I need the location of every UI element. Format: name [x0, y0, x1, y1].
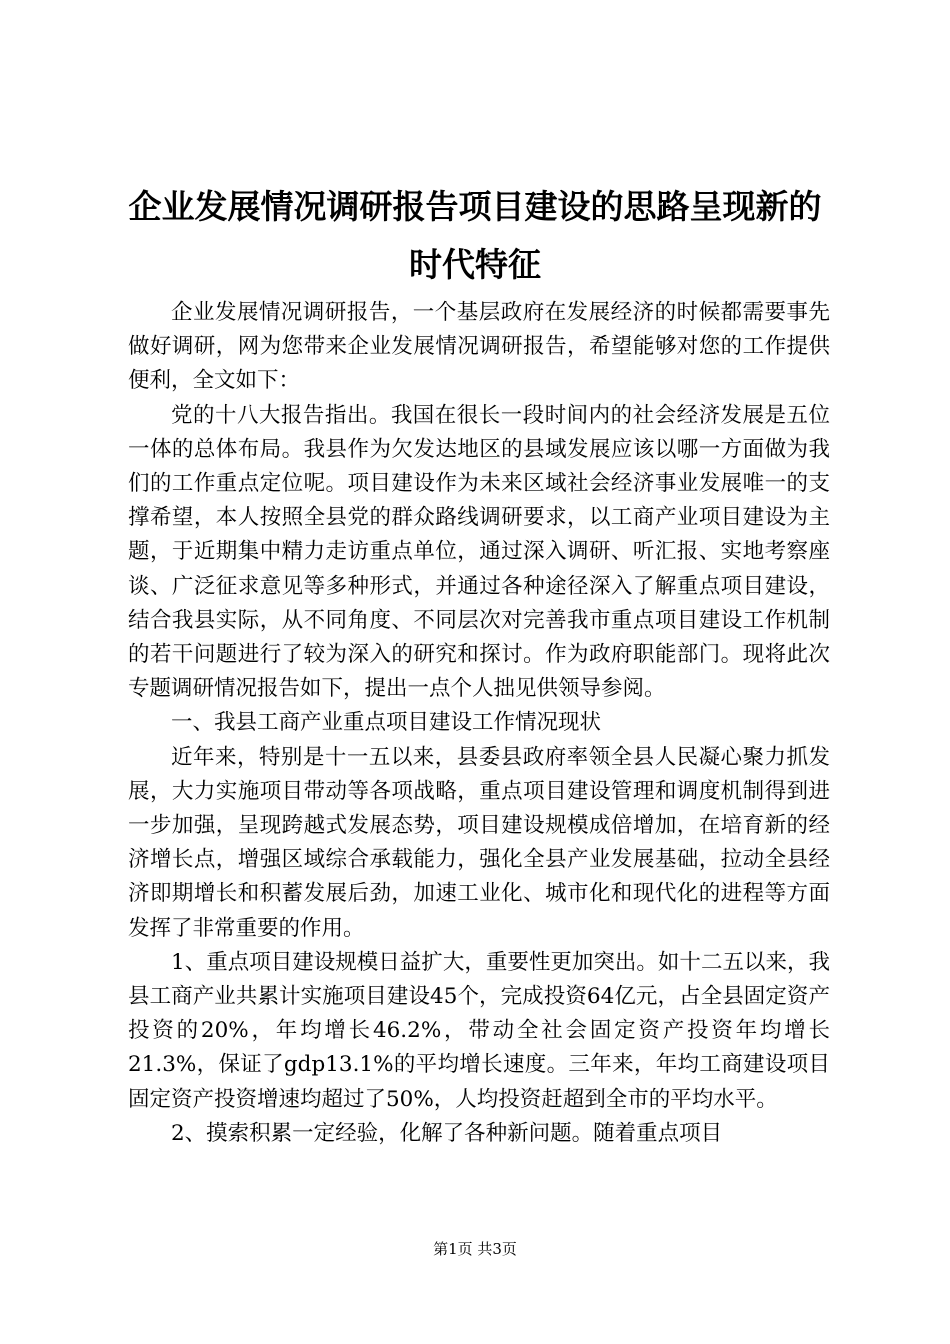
paragraph-overview: 近年来，特别是十一五以来，县委县政府率领全县人民凝心聚力抓发展，大力实施项目带动等各项战略，重点项目建设管理和调度机制得到进一步加强，呈现跨越式发展态势，项目建设规模成倍增加，在培育新的经济增长点，增强区域综合承载能力，强化全县产业发展基础，拉动全县经济即期增长和积蓄发展后劲，加速工业化、城市化和现代化的进程等方面发挥了非常重要的作用。	[128, 744, 830, 941]
document-body	[128, 296, 830, 1151]
paragraph-point-2: 2、摸索积累一定经验，化解了各种新问题。随着重点项目	[171, 1120, 723, 1146]
paragraph-background: 党的十八大报告指出。我国在很长一段时间内的社会经济发展是五位一体的总体布局。我县作为欠发达地区的县域发展应该以哪一方面做为我们的工作重点定位呢。项目建设作为未来区域社会经济事业发展唯一的支撑希望，本人按照全县党的群众路线调研要求，以工商产业项目建设为主题，于近期集中精力走访重点单位，通过深入调研、听汇报、实地考察座谈、广泛征求意见等多种形式，并通过各种途径深入了解重点项目建设，结合我县实际，从不同角度、不同层次对完善我市重点项目建设工作机制的若干问题进行了较为深入的研究和探讨。作为政府职能部门。现将此次专题调研情况报告如下，提出一点个人拙见供领导参阅。	[128, 402, 830, 702]
page-footer: 第1页 共3页	[433, 1240, 517, 1258]
paragraph-point-1: 1、重点项目建设规模日益扩大，重要性更加突出。如十二五以来，我县工商产业共累计实施项目建设45个，完成投资64亿元，占全县固定资产投资的20%，年均增长46.2%，带动全社会固定资产投资年均增长21.3%，保证了gdp13.1%的平均增长速度。三年来，年均工商建设项目固定资产投资增速均超过了50%，人均投资赶超到全市的平均水平。	[128, 949, 830, 1112]
section-heading-1: 一、我县工商产业重点项目建设工作情况现状	[171, 710, 602, 736]
document-title: 企业发展情况调研报告项目建设的思路呈现新的时代特征	[128, 187, 822, 284]
paragraph-intro: 企业发展情况调研报告，一个基层政府在发展经济的时候都需要事先做好调研，网为您带来企业发展情况调研报告，希望能够对您的工作提供便利，全文如下：	[128, 300, 830, 394]
